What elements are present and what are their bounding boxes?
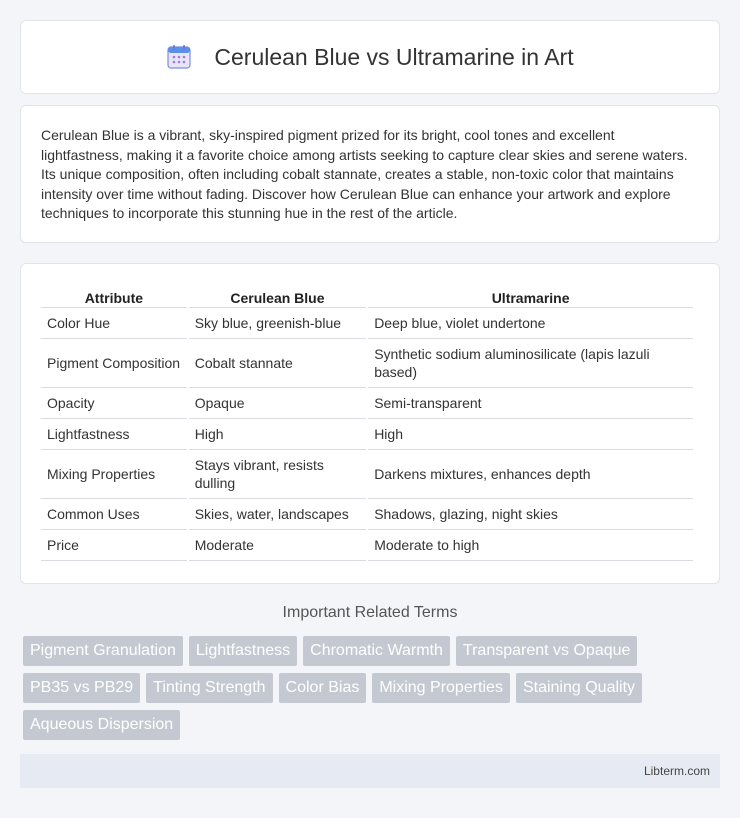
comparison-table: [39, 286, 695, 561]
cell-attribute: Lightfastness: [41, 419, 187, 450]
table-row: [41, 499, 693, 530]
table-row: [41, 530, 693, 561]
header-attribute: Attribute: [41, 286, 187, 308]
comparison-card: [20, 263, 720, 584]
tag-transparent-vs-opaque[interactable]: Transparent vs Opaque: [456, 636, 638, 666]
tag-chromatic-warmth[interactable]: Chromatic Warmth: [303, 636, 450, 666]
cell-attribute: Price: [41, 530, 187, 561]
cell-cerulean: Skies, water, landscapes: [189, 499, 366, 530]
cell-cerulean: Opaque: [189, 388, 366, 419]
cell-attribute: Mixing Properties: [41, 450, 187, 499]
title-card: [20, 20, 720, 94]
table-row: [41, 388, 693, 419]
cell-attribute: Common Uses: [41, 499, 187, 530]
related-terms-heading: Important Related Terms: [282, 604, 458, 621]
table-row: [41, 450, 693, 499]
tag-color-bias[interactable]: Color Bias: [279, 673, 367, 703]
tag-lightfastness[interactable]: Lightfastness: [189, 636, 297, 666]
cell-attribute: Opacity: [41, 388, 187, 419]
cell-cerulean: Stays vibrant, resists dulling: [189, 450, 366, 499]
tag-staining-quality[interactable]: Staining Quality: [516, 673, 642, 703]
cell-cerulean: Sky blue, greenish-blue: [189, 308, 366, 339]
related-terms-list: [23, 636, 723, 740]
header-cerulean-blue: Cerulean Blue: [189, 286, 366, 308]
tag-aqueous-dispersion[interactable]: Aqueous Dispersion: [23, 710, 180, 740]
table-row: [41, 419, 693, 450]
table-row: [41, 339, 693, 388]
cell-cerulean: High: [189, 419, 366, 450]
intro-card: [20, 105, 720, 243]
cell-cerulean: Cobalt stannate: [189, 339, 366, 388]
footer: [20, 754, 720, 788]
cell-ultramarine: Deep blue, violet undertone: [368, 308, 693, 339]
tag-pb35-vs-pb29[interactable]: PB35 vs PB29: [23, 673, 140, 703]
tag-tinting-strength[interactable]: Tinting Strength: [146, 673, 272, 703]
cell-ultramarine: Moderate to high: [368, 530, 693, 561]
cell-ultramarine: High: [368, 419, 693, 450]
cell-ultramarine: Synthetic sodium aluminosilicate (lapis lazuli based): [368, 339, 693, 388]
cell-ultramarine: Shadows, glazing, night skies: [368, 499, 693, 530]
table-header-row: [41, 286, 693, 308]
footer-site-link[interactable]: Libterm.com: [643, 764, 710, 778]
cell-ultramarine: Semi-transparent: [368, 388, 693, 419]
header-ultramarine: Ultramarine: [368, 286, 693, 308]
cell-cerulean: Moderate: [189, 530, 366, 561]
cell-attribute: Color Hue: [41, 308, 187, 339]
page-title: Cerulean Blue vs Ultramarine in Art: [214, 43, 574, 70]
calendar-icon: [166, 44, 192, 70]
table-row: [41, 308, 693, 339]
cell-attribute: Pigment Composition: [41, 339, 187, 388]
tag-mixing-properties[interactable]: Mixing Properties: [372, 673, 510, 703]
intro-paragraph: Cerulean Blue is a vibrant, sky-inspired pigment prized for its bright, cool tones and excellent lightfastness, making it a favorite choice among artists seeking to capture clear skies and serene waters. Its unique composition, often including cobalt stannate, creates a stable, non-toxic color that maintains intensity over time without fading. Discover how Cerulean Blue can enhance your artwork and explore techniques to incorporate this stunning hue in the rest of the article.: [41, 127, 688, 222]
cell-ultramarine: Darkens mixtures, enhances depth: [368, 450, 693, 499]
tag-pigment-granulation[interactable]: Pigment Granulation: [23, 636, 183, 666]
